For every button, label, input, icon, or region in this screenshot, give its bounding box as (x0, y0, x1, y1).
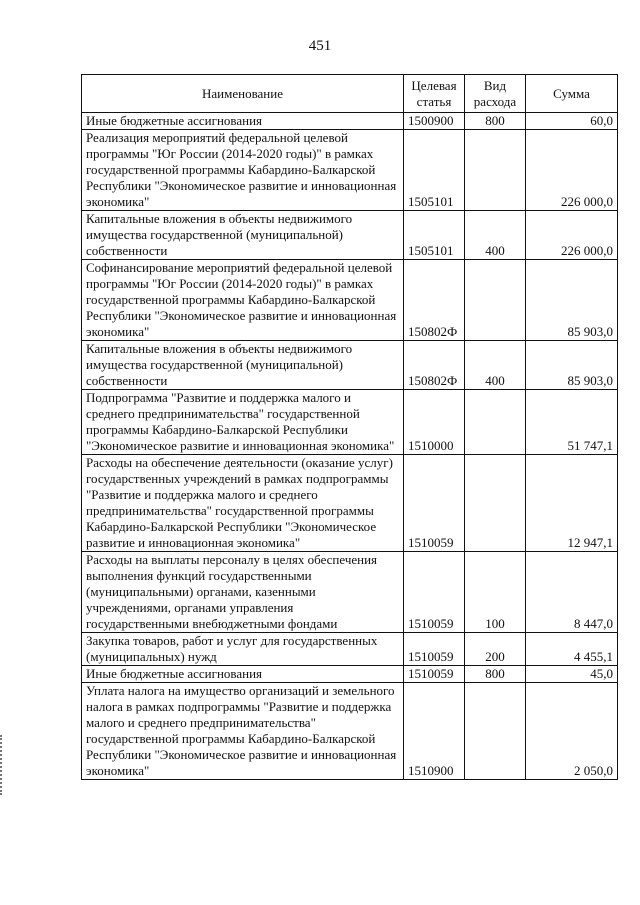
row-name: Софинансирование мероприятий федеральной целевой программы "Юг России (2014-2020 годы)" в рамках государственной программы Кабардино-Балкарской Республики "Экономическое развитие и инновационная экономика" (82, 260, 404, 341)
header-kind: Вид расхода (465, 75, 526, 113)
row-sum: 85 903,0 (526, 341, 618, 390)
row-sum: 51 747,1 (526, 390, 618, 455)
row-kind (465, 390, 526, 455)
table-row (82, 455, 618, 552)
row-name: Капитальные вложения в объекты недвижимого имущества государственной (муниципальной) собственности (82, 211, 404, 260)
row-name: Уплата налога на имущество организаций и земельного налога в рамках подпрограммы "Развитие и поддержка малого и среднего предпринимательства" государственной программы Кабардино-Балкарской Республики "Экономическое развитие и инновационная экономика" (82, 683, 404, 780)
row-sum: 60,0 (526, 113, 618, 130)
row-code: 1500900 (404, 113, 465, 130)
row-code: 1510059 (404, 633, 465, 666)
row-code: 1505101 (404, 211, 465, 260)
row-kind: 800 (465, 113, 526, 130)
row-sum: 226 000,0 (526, 211, 618, 260)
row-kind (465, 130, 526, 211)
header-sum: Сумма (526, 75, 618, 113)
table-row (82, 211, 618, 260)
row-code: 1510000 (404, 390, 465, 455)
table-row (82, 113, 618, 130)
row-kind: 200 (465, 633, 526, 666)
row-code: 1510059 (404, 666, 465, 683)
table-row (82, 390, 618, 455)
row-kind: 400 (465, 341, 526, 390)
row-sum: 85 903,0 (526, 260, 618, 341)
budget-table (81, 74, 618, 780)
row-name: Расходы на выплаты персоналу в целях обеспечения выполнения функций государственными (муниципальными) органами, казенными учреждениями, органами управления государственными внебюджетными фондами (82, 552, 404, 633)
row-kind (465, 683, 526, 780)
row-sum: 2 050,0 (526, 683, 618, 780)
row-code: 150802Ф (404, 260, 465, 341)
row-code: 1510059 (404, 552, 465, 633)
header-name: Наименование (82, 75, 404, 113)
row-kind: 800 (465, 666, 526, 683)
row-sum: 8 447,0 (526, 552, 618, 633)
table-row (82, 683, 618, 780)
row-name: Подпрограмма "Развитие и поддержка малого и среднего предпринимательства" государственной программы Кабардино-Балкарской Республики "Экономическое развитие и инновационная экономика" (82, 390, 404, 455)
header-code: Целевая статья (404, 75, 465, 113)
row-kind (465, 455, 526, 552)
row-name: Иные бюджетные ассигнования (82, 666, 404, 683)
row-name: Закупка товаров, работ и услуг для государственных (муниципальных) нужд (82, 633, 404, 666)
table-row (82, 130, 618, 211)
row-name: Иные бюджетные ассигнования (82, 113, 404, 130)
row-sum: 45,0 (526, 666, 618, 683)
page-number: 451 (308, 38, 332, 54)
table-row (82, 552, 618, 633)
row-kind (465, 260, 526, 341)
row-code: 1510059 (404, 455, 465, 552)
table-row (82, 633, 618, 666)
row-kind: 400 (465, 211, 526, 260)
header-row (82, 75, 618, 113)
row-name: Реализация мероприятий федеральной целевой программы "Юг России (2014-2020 годы)" в рамках государственной программы Кабардино-Балкарской Республики "Экономическое развитие и инновационная экономика" (82, 130, 404, 211)
row-sum: 226 000,0 (526, 130, 618, 211)
table-row (82, 666, 618, 683)
row-name: Капитальные вложения в объекты недвижимого имущества государственной (муниципальной) собственности (82, 341, 404, 390)
table-row (82, 341, 618, 390)
row-code: 150802Ф (404, 341, 465, 390)
row-sum: 12 947,1 (526, 455, 618, 552)
scan-edge-mark (0, 735, 5, 795)
row-sum: 4 455,1 (526, 633, 618, 666)
row-code: 1510900 (404, 683, 465, 780)
row-name: Расходы на обеспечение деятельности (оказание услуг) государственных учреждений в рамках подпрограммы "Развитие и поддержка малого и среднего предпринимательства" государственной программы Кабардино-Балкарской Республики "Экономическое развитие и инновационная экономика" (82, 455, 404, 552)
row-code: 1505101 (404, 130, 465, 211)
row-kind: 100 (465, 552, 526, 633)
table-row (82, 260, 618, 341)
